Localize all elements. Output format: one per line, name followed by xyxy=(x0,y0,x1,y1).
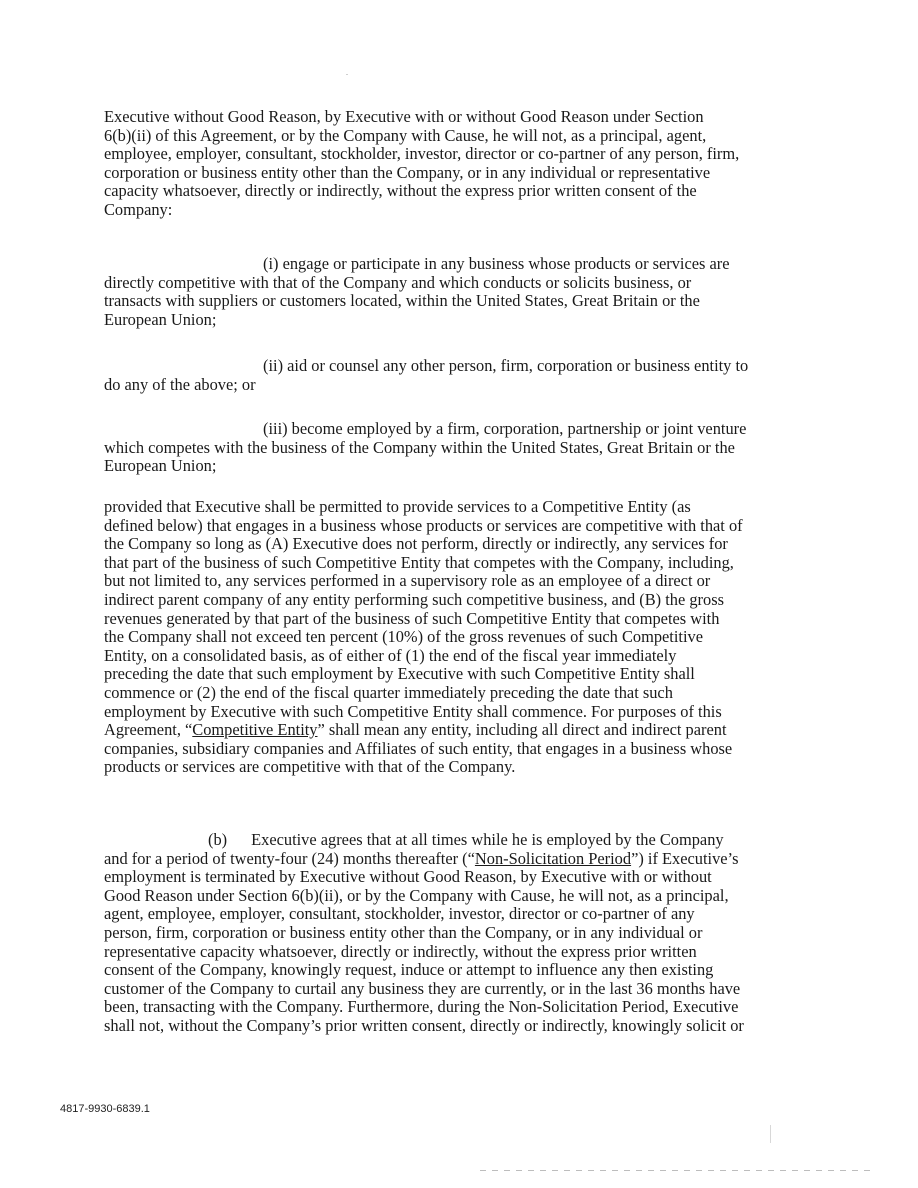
defined-term-competitive-entity: Competitive Entity xyxy=(192,720,318,740)
text-line: customer of the Company to curtail any business they are currently, or in the last 36 months have xyxy=(104,978,741,998)
paragraph-non-compete-intro xyxy=(104,108,812,220)
section-b-line2-rest: ”) if Executive’s xyxy=(631,848,739,868)
text-line: defined below) that engages in a business whose products or services are competitive with that of xyxy=(104,515,743,535)
text-line: person, firm, corporation or business entity other than the Company, or in any individual or xyxy=(104,922,703,942)
text-line: but not limited to, any services performed in a supervisory role as an employee of a direct or xyxy=(104,571,711,591)
clause-ii-lead: (ii) aid or counsel any other person, firm, corporation or business entity to xyxy=(263,356,749,375)
section-b-lead: Executive agrees that at all times while he is employed by the Company xyxy=(251,830,724,849)
section-b-label: (b) xyxy=(208,830,228,849)
defined-term-non-solicitation-period: Non-Solicitation Period xyxy=(474,848,632,868)
text-line: directly competitive with that of the Company and which conducts or solicits business, or xyxy=(104,272,692,292)
text-line: do any of the above; or xyxy=(104,374,256,394)
text-line: Entity, on a consolidated basis, as of either of (1) the end of the fiscal year immediately xyxy=(104,645,677,665)
text-line: indirect parent company of any entity performing such competitive business, and (B) the gross xyxy=(104,589,724,609)
text-line: capacity whatsoever, directly or indirectly, without the express prior written consent of the xyxy=(104,181,697,201)
definition-lead: Agreement, “ xyxy=(104,720,193,740)
clause-i xyxy=(104,255,812,329)
text-line: corporation or business entity other than the Company, or in any individual or representative xyxy=(104,162,711,182)
text-line: shall not, without the Company’s prior written consent, directly or indirectly, knowingly solicit or xyxy=(104,1015,744,1035)
text-line: agent, employee, employer, consultant, stockholder, investor, director or co-partner of any xyxy=(104,904,695,924)
text-line xyxy=(104,420,812,439)
paragraph-proviso xyxy=(104,498,812,777)
text-line: transacts with suppliers or customers located, within the United States, Great Britain or the xyxy=(104,291,700,311)
text-line: employment by Executive with such Competitive Entity shall commence. For purposes of this xyxy=(104,701,722,721)
text-line: been, transacting with the Company. Furthermore, during the Non-Solicitation Period, Executive xyxy=(104,997,739,1017)
text-line xyxy=(104,721,812,740)
text-line: consent of the Company, knowingly request, induce or attempt to influence any then existing xyxy=(104,960,714,980)
text-line: 6(b)(ii) of this Agreement, or by the Company with Cause, he will not, as a principal, agent, xyxy=(104,125,707,145)
text-line: employment is terminated by Executive without Good Reason, by Executive with or without xyxy=(104,867,712,887)
text-line: products or services are competitive with that of the Company. xyxy=(104,757,516,777)
text-line xyxy=(104,850,812,869)
scan-speck xyxy=(770,1125,771,1143)
text-line: European Union; xyxy=(104,456,217,476)
clause-ii xyxy=(104,357,812,394)
text-line: European Union; xyxy=(104,309,217,329)
text-line: the Company so long as (A) Executive does not perform, directly or indirectly, any services for xyxy=(104,534,728,554)
text-line xyxy=(104,255,812,274)
scan-edge-artifact xyxy=(480,1170,870,1171)
text-line: employee, employer, consultant, stockholder, investor, director or co-partner of any person, firm, xyxy=(104,144,740,164)
document-id-footer: 4817-9930-6839.1 xyxy=(60,1103,150,1115)
text-line: Good Reason under Section 6(b)(ii), or by the Company with Cause, he will not, as a principal, xyxy=(104,885,729,905)
text-line: commence or (2) the end of the fiscal quarter immediately preceding the date that such xyxy=(104,682,673,702)
scan-speck xyxy=(346,74,348,75)
text-line: revenues generated by that part of the business of such Competitive Entity that competes with xyxy=(104,608,720,628)
text-line: preceding the date that such employment by Executive with such Competitive Entity shall xyxy=(104,664,695,684)
section-b-line2-lead: and for a period of twenty-four (24) months thereafter (“ xyxy=(104,848,475,868)
definition-rest: ” shall mean any entity, including all direct and indirect parent xyxy=(317,720,727,740)
text-line: which competes with the business of the Company within the United States, Great Britain or the xyxy=(104,437,735,457)
text-line: Company: xyxy=(104,199,173,219)
clause-i-lead: (i) engage or participate in any business whose products or services are xyxy=(263,254,730,273)
text-line xyxy=(104,831,812,850)
text-line: that part of the business of such Competitive Entity that competes with the Company, including, xyxy=(104,552,734,572)
text-line: the Company shall not exceed ten percent (10%) of the gross revenues of such Competitive xyxy=(104,627,703,647)
text-line: companies, subsidiary companies and Affiliates of such entity, that engages in a business whose xyxy=(104,738,733,758)
text-line: representative capacity whatsoever, directly or indirectly, without the express prior written xyxy=(104,941,697,961)
text-line xyxy=(104,357,812,376)
clause-iii-lead: (iii) become employed by a firm, corporation, partnership or joint venture xyxy=(263,419,747,438)
text-line: provided that Executive shall be permitted to provide services to a Competitive Entity (as xyxy=(104,497,691,516)
section-b-non-solicitation xyxy=(104,831,812,1036)
clause-iii xyxy=(104,420,812,476)
text-line: Executive without Good Reason, by Executive with or without Good Reason under Section xyxy=(104,107,704,126)
